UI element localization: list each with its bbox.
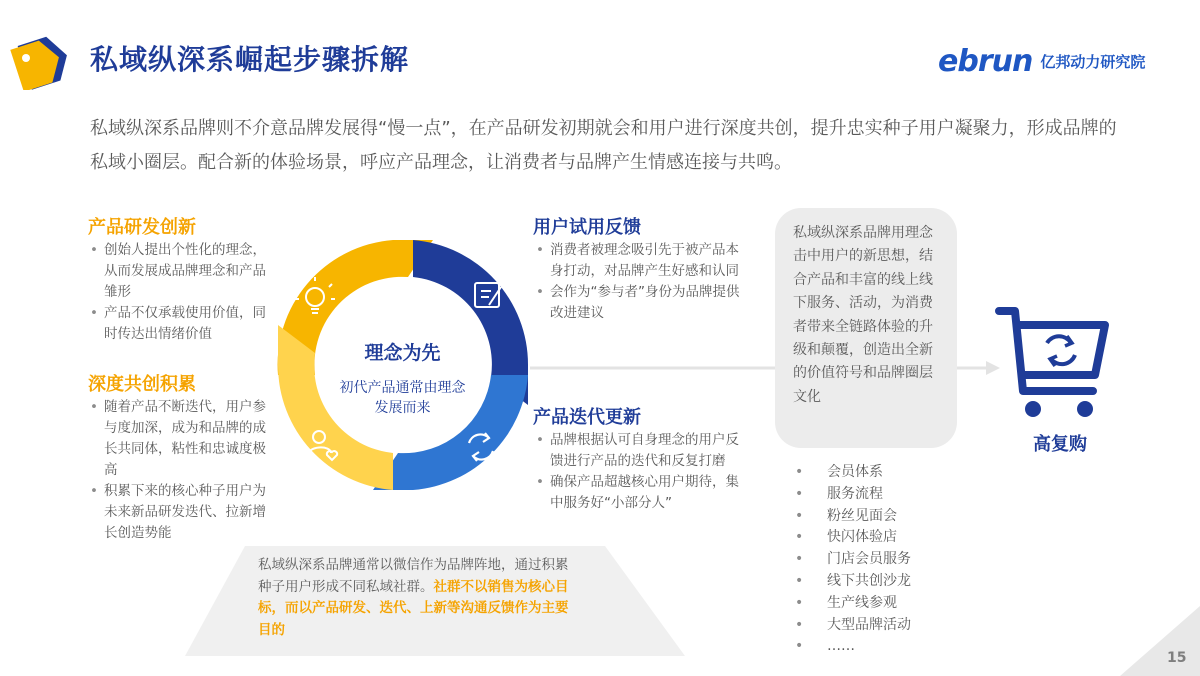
bullets-iterate (536, 430, 750, 514)
list-item: • 消费者被理念吸引先于被产品本身打动，对品牌产生好感和认同 (536, 240, 746, 282)
bullets-trial (536, 240, 746, 324)
list-item: • 随着产品不断迭代，用户参与度加深，成为和品牌的成长共同体，粘性和忠诚度极高 (90, 397, 276, 481)
list-item: • 确保产品超越核心用户期待，集中服务好“小部分人” (536, 472, 750, 514)
bullets-accumulate (90, 397, 276, 544)
section-title-rd: 产品研发创新 (88, 217, 196, 238)
list-item: • 创始人提出个性化的理念，从而发展成品牌理念和产品雏形 (90, 240, 276, 303)
list-item: • 产品不仅承载使用价值，同时传达出情绪价值 (90, 303, 276, 345)
brand-logo (938, 44, 1145, 79)
list-item: • 生产线参观 (795, 593, 911, 615)
cycle-center-title: 理念为先 (364, 342, 441, 364)
section-title-accumulate: 深度共创积累 (88, 374, 196, 395)
list-item: • 大型品牌活动 (795, 615, 911, 637)
list-item: • 会员体系 (795, 462, 911, 484)
cycle-diagram (268, 230, 538, 500)
list-item: • 快闪体验店 (795, 527, 911, 549)
bullets-rd (90, 240, 276, 345)
list-item: • 门店会员服务 (795, 549, 911, 571)
page-number: 15 (1167, 650, 1187, 666)
list-item: • 粉丝见面会 (795, 506, 911, 528)
brand-name-en: ebrun (938, 44, 1033, 79)
cycle-center (317, 279, 489, 451)
list-item: • …… (795, 636, 911, 658)
bottom-callout-text (258, 555, 578, 641)
summary-box: 私域纵深系品牌用理念击中用户的新思想，结合产品和丰富的线上线下服务、活动，为消费者带来全链路体验的升级和颠覆，创造出全新的价值符号和品牌圈层文化 (775, 208, 957, 448)
list-item: • 积累下来的核心种子用户为未来新品研发迭代、拉新增长创造势能 (90, 481, 276, 544)
list-item: • 会作为“参与者”身份为品牌提供改进建议 (536, 282, 746, 324)
bottom-callout-normal: 私域纵深系品牌通常以微信作为品牌阵地，通过积累种子用户形成不同私域社群。 (258, 557, 569, 595)
intro-paragraph: 私域纵深系品牌则不介意品牌发展得“慢一点”，在产品研发初期就会和用户进行深度共创，提升忠实种子用户凝聚力，形成品牌的私域小圈层。配合新的体验场景，呼应产品理念，让消费者与品牌产生情感连接与共鸣。 (90, 118, 1117, 173)
corner-decoration (1120, 606, 1200, 676)
list-item: • 线下共创沙龙 (795, 571, 911, 593)
page-title: 私域纵深系崛起步骤拆解 (90, 43, 410, 76)
tag-logo-icon (10, 32, 74, 90)
section-title-trial: 用户试用反馈 (533, 217, 641, 238)
services-list (795, 462, 911, 658)
cart-label: 高复购 (1033, 434, 1087, 455)
shopping-cart-icon (995, 303, 1110, 423)
bottom-callout-highlight: 社群不以销售为核心目标，而以产品研发、迭代、上新等沟通反馈作为主要目的 (258, 578, 569, 638)
list-item: • 品牌根据认可自身理念的用户反馈进行产品的迭代和反复打磨 (536, 430, 750, 472)
section-title-iterate: 产品迭代更新 (533, 407, 641, 428)
brand-name-cn: 亿邦动力研究院 (1040, 53, 1146, 71)
list-item: • 服务流程 (795, 484, 911, 506)
cycle-center-subtitle: 初代产品通常由理念发展而来 (339, 380, 466, 416)
